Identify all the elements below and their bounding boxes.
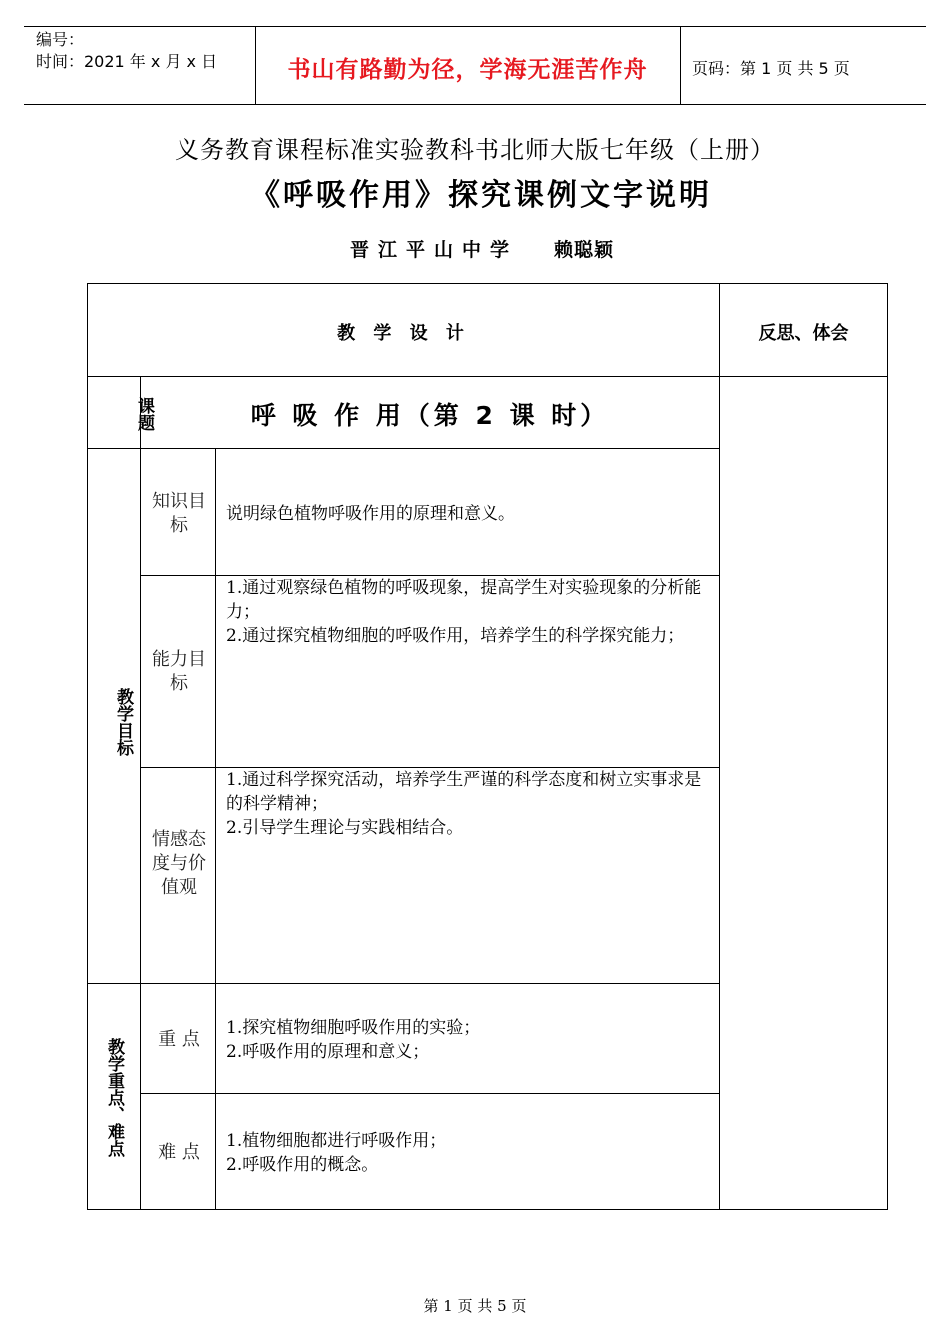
author-name: 赖聪颖	[554, 239, 615, 261]
table-border	[87, 283, 888, 284]
table-border	[87, 283, 88, 1210]
table-divider	[719, 283, 720, 1210]
table-divider	[87, 983, 720, 984]
objective-label-attitude: 情感态度与价值观	[152, 829, 206, 898]
keypoint-label-difficulty: 难 点	[158, 1142, 200, 1163]
document-title: 《呼吸作用》探究课例文字说明	[250, 178, 712, 213]
table-divider	[215, 448, 216, 1210]
table-divider	[140, 1093, 720, 1094]
column-header-reflection: 反思、体会	[758, 323, 849, 344]
keypoint-text-difficulty: 1.植物细胞都进行呼吸作用； 2.呼吸作用的概念。	[226, 1131, 447, 1175]
header-number-label: 编号：	[36, 30, 85, 49]
page-header	[24, 26, 926, 105]
table-border	[87, 1209, 888, 1210]
objective-label-ability: 能力目标	[152, 649, 206, 694]
header-motto: 书山有路勤为径，学海无涯苦作舟	[287, 57, 648, 83]
objective-text-ability: 1.通过观察绿色植物的呼吸现象，提高学生对实验现象的分析能力； 2.通过探究植物细胞的呼吸作用，培养学生的科学探究能力；	[226, 578, 702, 646]
header-divider	[680, 27, 681, 104]
topic-value: 呼 吸 作 用（第 2 课 时）	[250, 401, 610, 430]
table-divider	[87, 376, 888, 377]
header-meta	[36, 29, 217, 73]
keypoints-label: 教学重点、难点	[104, 1037, 124, 1157]
document-subtitle: 义务教育课程标准实验教科书北师大版七年级（上册）	[175, 136, 775, 164]
table-border	[887, 283, 888, 1210]
keypoint-text-focus: 1.探究植物细胞呼吸作用的实验； 2.呼吸作用的原理和意义；	[226, 1018, 481, 1062]
column-header-design: 教 学 设 计	[337, 323, 470, 344]
author-line	[350, 235, 614, 262]
objective-text-attitude: 1.通过科学探究活动，培养学生严谨的科学态度和树立实事求是的科学精神； 2.引导学生理论与实践相结合。	[226, 770, 702, 838]
objectives-label: 教学目标	[113, 688, 133, 756]
table-divider	[87, 448, 720, 449]
objective-label-knowledge: 知识目标	[152, 491, 206, 536]
school-name: 晋江平山中学	[350, 239, 519, 261]
page-footer: 第 1 页 共 5 页	[423, 1297, 527, 1315]
header-page-info: 页码：第 1 页 共 5 页	[692, 59, 850, 78]
topic-label: 课题	[134, 397, 154, 431]
objective-text-knowledge: 说明绿色植物呼吸作用的原理和意义。	[226, 504, 515, 524]
header-time-label: 时间：2021 年 x 月 x 日	[36, 52, 218, 71]
keypoint-label-focus: 重 点	[158, 1029, 200, 1050]
